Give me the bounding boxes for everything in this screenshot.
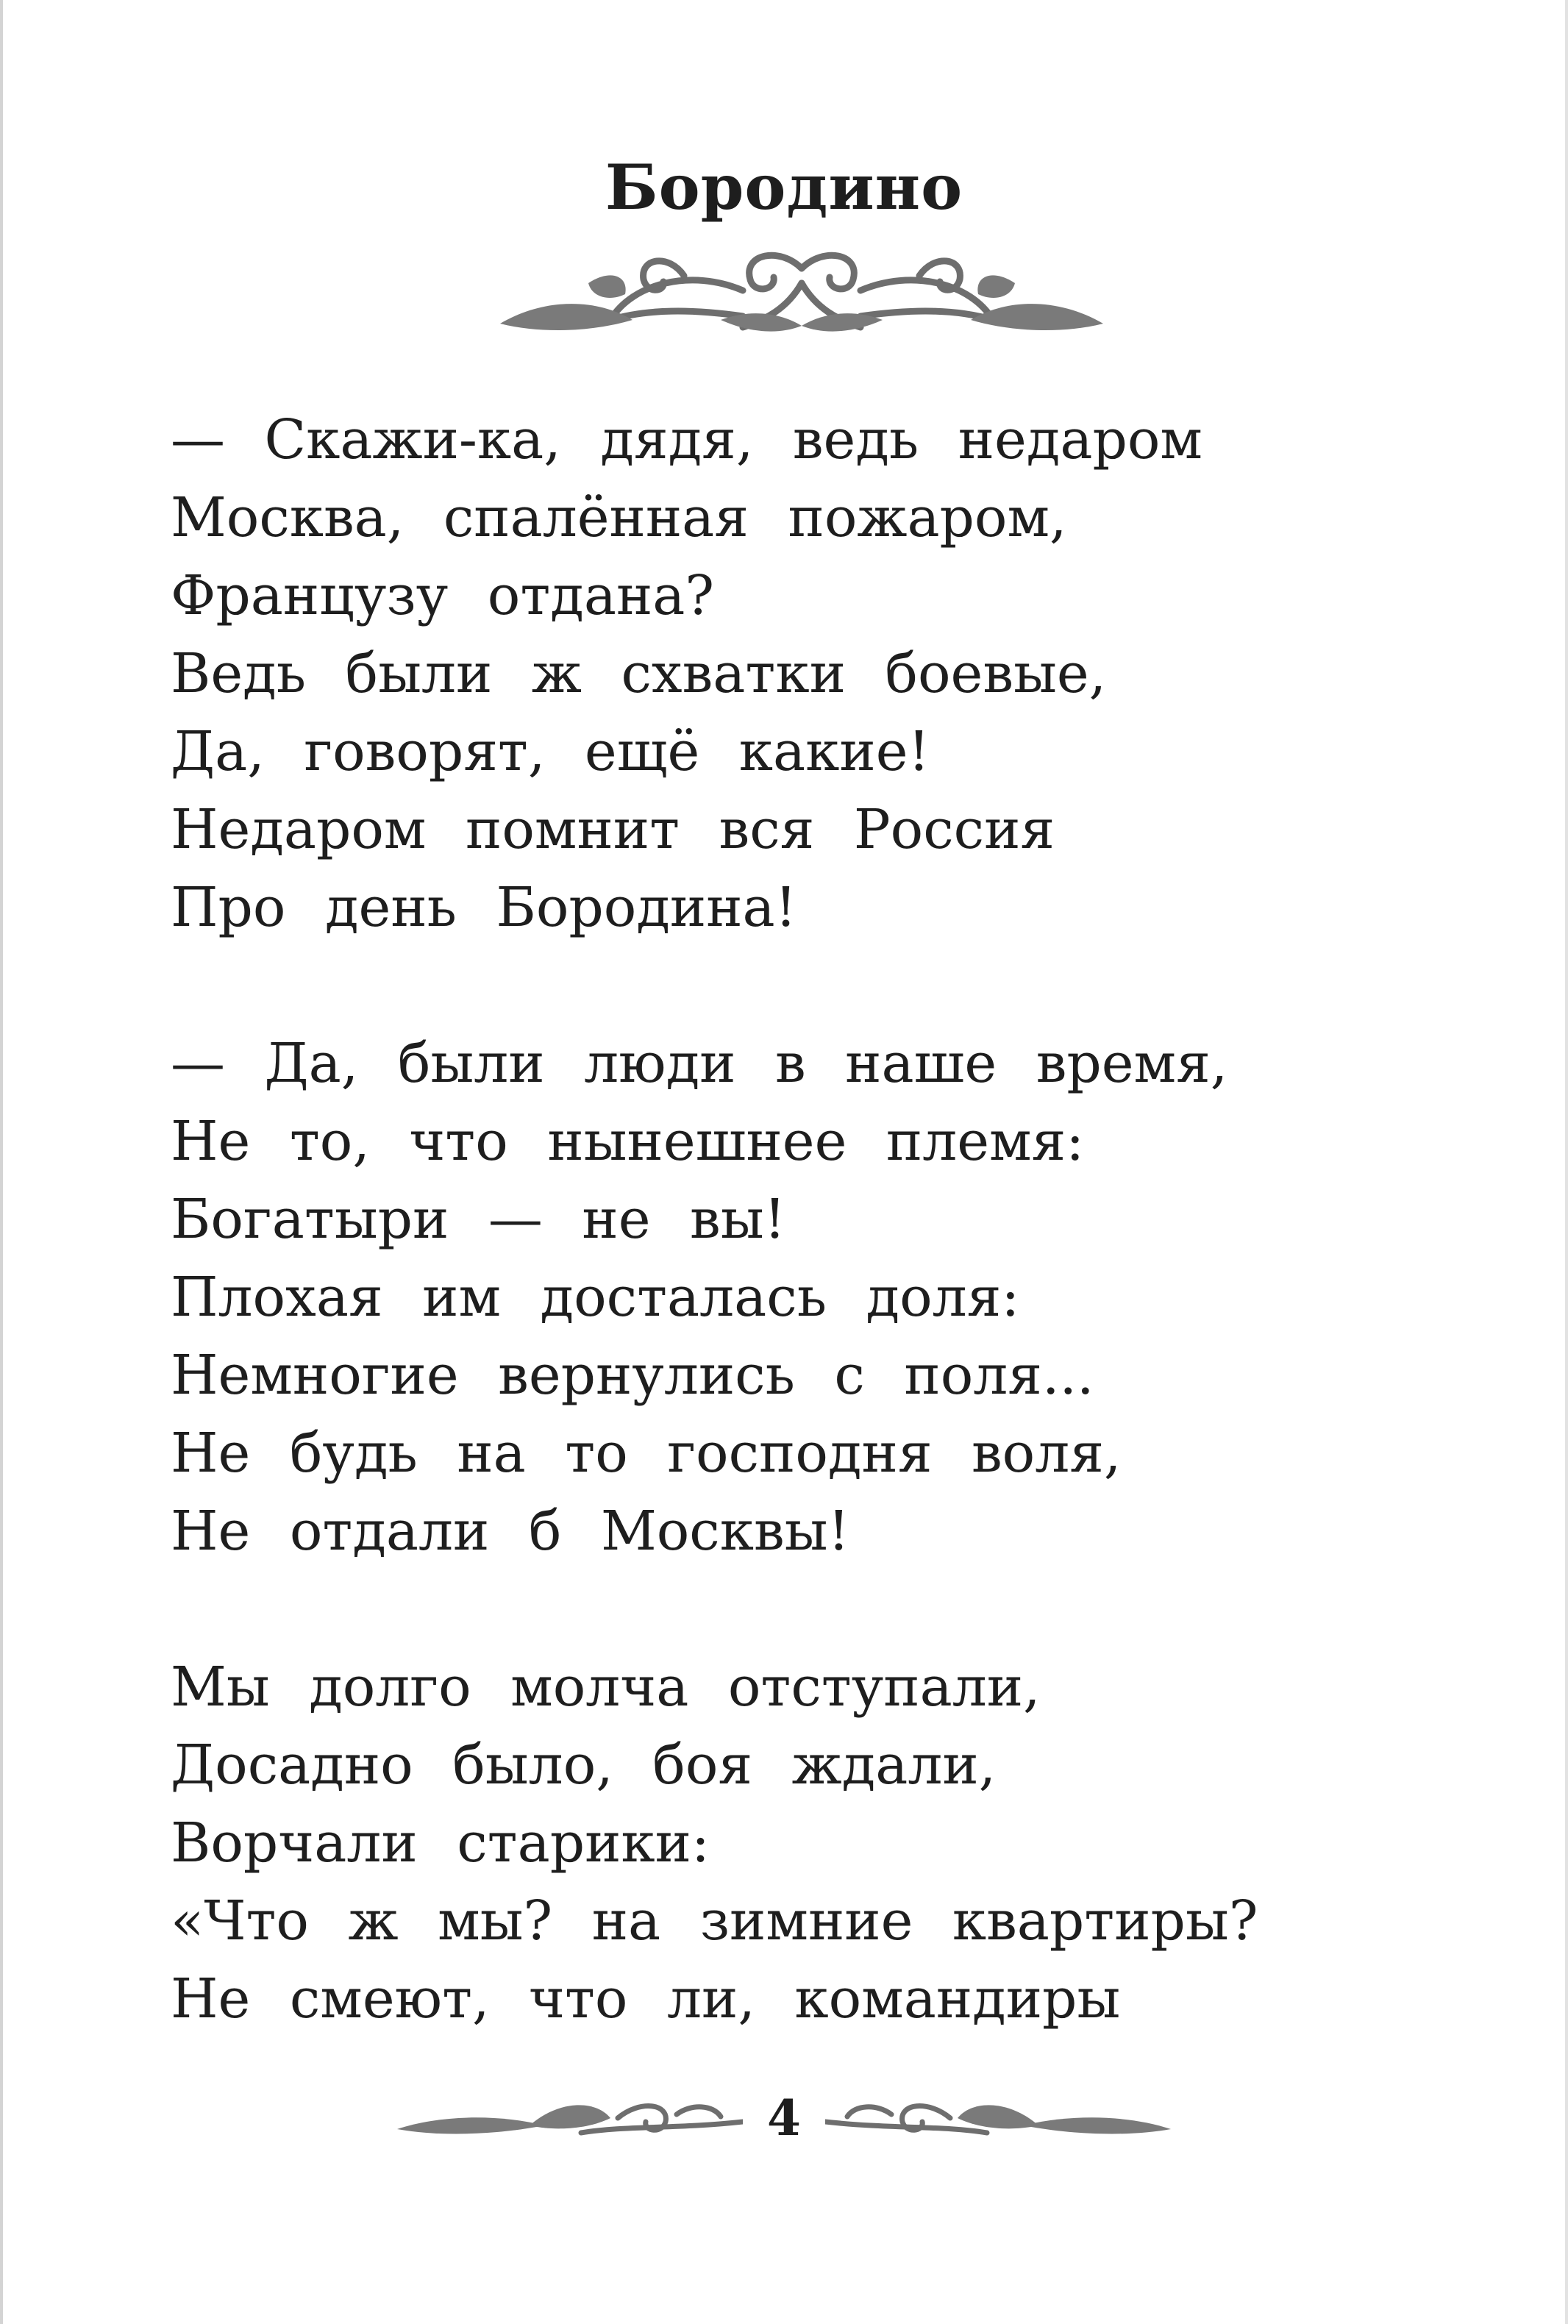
poem-line: Не то, что нынешнее племя: (171, 1110, 1085, 1173)
page-number: 4 (767, 2089, 801, 2147)
stanza-1 (171, 401, 1494, 947)
poem-line: Не будь на то господня воля, (171, 1422, 1122, 1485)
poem-body (171, 401, 1494, 2116)
poem-line: Досадно было, боя ждали, (171, 1733, 997, 1797)
poem-line: Недаром помнит вся Россия (171, 798, 1055, 861)
poem-line: Ворчали старики: (171, 1811, 710, 1875)
poem-line: «Что ж мы? на зимние квартиры? (171, 1889, 1258, 1953)
poem-line: Плохая им досталась доля: (171, 1266, 1020, 1329)
footer-ornament-right-icon (825, 2089, 1171, 2147)
poem-line: Москва, спалённая пожаром, (171, 486, 1067, 549)
poem-line: — Скажи-ка, дядя, ведь недаром (171, 408, 1202, 471)
poem-line: Не отдали б Москвы! (171, 1500, 850, 1563)
poem-line: Не смеют, что ли, командиры (171, 1967, 1121, 2031)
poem-line: Да, говорят, ещё какие! (171, 720, 930, 783)
poem-line: Французу отдана? (171, 564, 715, 627)
poem-title: Бородино (605, 151, 963, 224)
poem-line: Про день Бородина! (171, 876, 797, 939)
footer-ornament-left-icon (397, 2089, 743, 2147)
poem-line: Немногие вернулись с поля... (171, 1344, 1094, 1407)
poem-line: Ведь были ж схватки боевые, (171, 642, 1107, 705)
stanza-3 (171, 1648, 1494, 2038)
title-ornament-icon (500, 239, 1103, 357)
stanza-2 (171, 1024, 1494, 1570)
poem-line: Мы долго молча отступали, (171, 1655, 1041, 1719)
poem-line: Богатыри — не вы! (171, 1188, 786, 1251)
page-footer (0, 2081, 1568, 2155)
poem-line: — Да, были люди в наше время, (171, 1032, 1228, 1095)
